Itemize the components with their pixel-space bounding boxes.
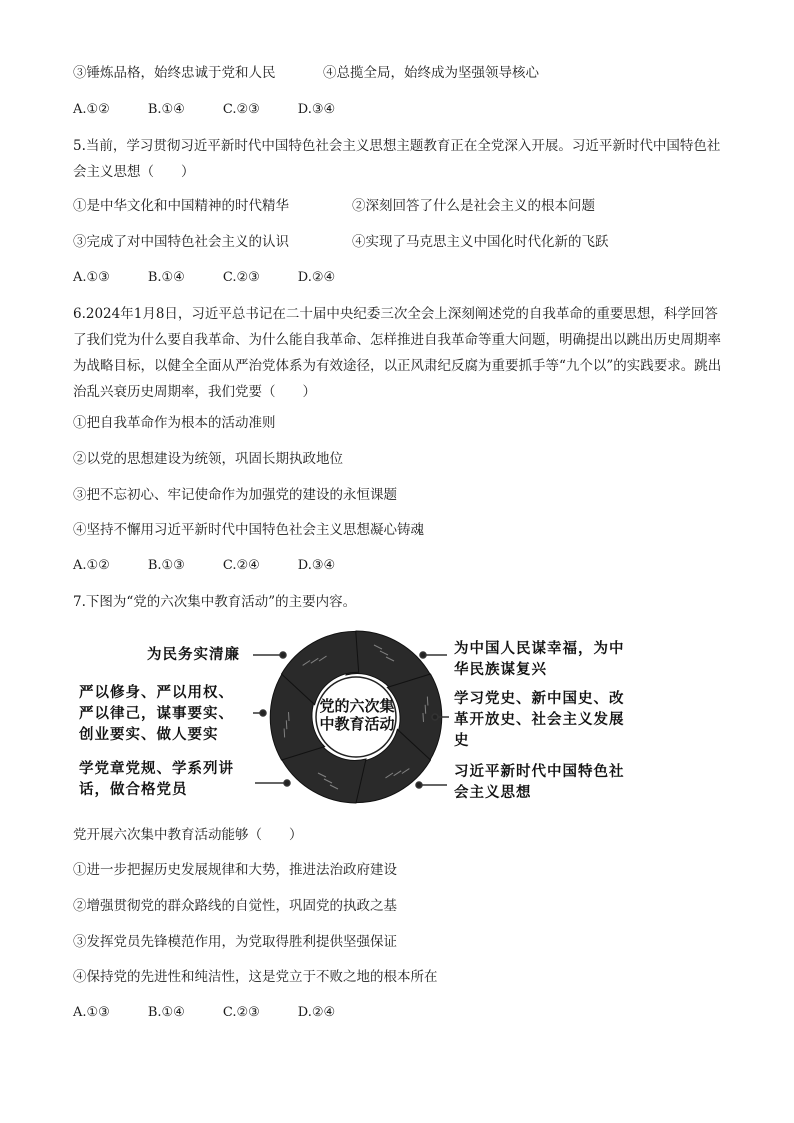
q4-item-4: ④总揽全局，始终成为坚强领导核心 xyxy=(323,65,539,81)
left-label-2-line-3: 创业要实、做人要实 xyxy=(79,727,219,743)
q7-item-3: ③发挥党员先锋模范作用，为党取得胜利提供坚强保证 xyxy=(73,934,397,950)
left-label-2 xyxy=(79,683,234,746)
q7-option-d[interactable]: D.②④ xyxy=(297,1005,336,1020)
q6-option-a[interactable]: A.①② xyxy=(73,558,110,573)
right-label-3-line-1: 习近平新时代中国特色社 xyxy=(454,764,625,780)
q7-option-c[interactable]: C.②③ xyxy=(222,1005,260,1020)
right-label-2 xyxy=(454,689,625,752)
q4-option-c[interactable]: C.②③ xyxy=(222,102,260,117)
right-label-1 xyxy=(454,639,625,681)
q7-stem: 党开展六次集中教育活动能够（ ） xyxy=(73,827,303,843)
q7-item-1: ①进一步把握历史发展规律和大势，推进法治政府建设 xyxy=(73,862,397,878)
q6-option-b[interactable]: B.①③ xyxy=(147,558,185,573)
center-line-2: 中教育活动 xyxy=(319,715,395,733)
diagram-center-label xyxy=(302,697,412,733)
q4-item-3: ③锤炼品格，始终忠诚于党和人民 xyxy=(73,65,276,81)
left-label-3 xyxy=(79,759,234,801)
q7-item-4: ④保持党的先进性和纯洁性，这是党立于不败之地的根本所在 xyxy=(73,969,438,985)
q5-option-d[interactable]: D.②④ xyxy=(297,270,336,285)
q5-stem: 5.当前，学习贯彻习近平新时代中国特色社会主义思想主题教育正在全党深入开展。习近平新时代中国特色社会主义思想（ ） xyxy=(73,138,721,180)
left-label-3-line-2: 话，做合格党员 xyxy=(79,782,188,798)
q6-item-3: ③把不忘初心、牢记使命作为加强党的建设的永恒课题 xyxy=(73,487,397,503)
right-label-2-line-1: 学习党史、新中国史、改 xyxy=(454,691,625,707)
q5-options xyxy=(73,269,373,287)
q5-item-3: ③完成了对中国特色社会主义的认识 xyxy=(73,234,289,250)
right-label-1-line-2: 华民族谋复兴 xyxy=(454,662,547,678)
left-label-2-line-2: 严以律己，谋事要实、 xyxy=(79,706,234,722)
right-label-2-line-3: 史 xyxy=(454,733,470,749)
q5-item-1: ①是中华文化和中国精神的时代精华 xyxy=(73,198,289,214)
left-label-2-line-1: 严以修身、严以用权、 xyxy=(79,685,234,701)
q5-option-c[interactable]: C.②③ xyxy=(222,270,260,285)
q6-item-2: ②以党的思想建设为统领，巩固长期执政地位 xyxy=(73,451,343,467)
right-label-3-line-2: 会主义思想 xyxy=(454,785,532,801)
q4-options xyxy=(73,101,373,119)
q6-option-c[interactable]: C.②④ xyxy=(222,558,260,573)
q5-item-4: ④实现了马克思主义中国化时代化新的飞跃 xyxy=(352,234,609,250)
q5-option-a[interactable]: A.①③ xyxy=(73,270,110,285)
q6-option-d[interactable]: D.③④ xyxy=(297,558,336,573)
q7-intro: 7.下图为“党的六次集中教育活动”的主要内容。 xyxy=(73,594,357,610)
q7-options xyxy=(73,1004,373,1022)
right-label-2-line-2: 革开放史、社会主义发展 xyxy=(454,712,625,728)
q7-option-a[interactable]: A.①③ xyxy=(73,1005,110,1020)
q6-options xyxy=(73,557,373,575)
right-label-3 xyxy=(454,762,625,804)
q4-option-b[interactable]: B.①④ xyxy=(147,102,185,117)
education-activities-diagram xyxy=(75,625,655,810)
q6-stem: 6.2024年1月8日，习近平总书记在二十届中央纪委三次全会上深刻阐述党的自我革命的重要思想，科学回答了我们党为什么要自我革命、为什么能自我革命、怎样推进自我革命等重大问题，明确提出以跳出历史周期率为战略目标，以健全全面从严治党体系为有效途径，以正风肃纪反腐为重要抓手等“九个以”的实践要求。跳出治乱兴衰历史周期率，我们党要（ ） xyxy=(73,306,722,400)
right-label-1-line-1: 为中国人民谋幸福，为中 xyxy=(454,641,625,657)
q5-item-2: ②深刻回答了什么是社会主义的根本问题 xyxy=(352,198,595,214)
q7-item-2: ②增强贯彻党的群众路线的自觉性，巩固党的执政之基 xyxy=(73,898,397,914)
left-label-1: 为民务实清廉 xyxy=(147,647,240,663)
q7-option-b[interactable]: B.①④ xyxy=(147,1005,185,1020)
left-label-3-line-1: 学党章党规、学系列讲 xyxy=(79,761,234,777)
q6-item-4: ④坚持不懈用习近平新时代中国特色社会主义思想凝心铸魂 xyxy=(73,522,424,538)
center-line-1: 党的六次集 xyxy=(319,697,395,715)
q4-option-d[interactable]: D.③④ xyxy=(297,102,336,117)
q6-item-1: ①把自我革命作为根本的活动准则 xyxy=(73,415,276,431)
q5-option-b[interactable]: B.①④ xyxy=(147,270,185,285)
q4-option-a[interactable]: A.①② xyxy=(73,102,110,117)
